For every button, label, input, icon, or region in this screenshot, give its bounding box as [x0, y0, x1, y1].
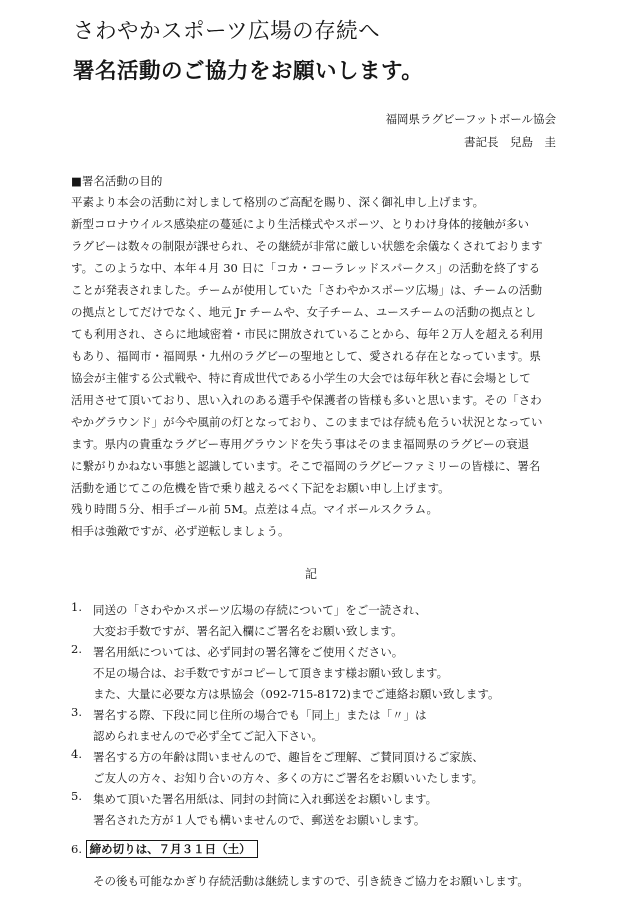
- item-line: 集めて頂いた署名用紙は、同封の封筒に入れ郵送をお願いします。: [93, 792, 438, 806]
- item-line: 大変お手数ですが、署名記入欄にご署名をお願い致します。: [93, 624, 403, 638]
- item-line: 認められませんので必ず全てご記入下さい。: [93, 729, 323, 743]
- paragraph-line: 平素より本会の活動に対しまして格別のご高配を賜り、深く御礼申し上げます。: [71, 195, 485, 209]
- purpose-heading: ■署名活動の目的: [71, 174, 163, 188]
- item-line: ご友人の方々、お知り合いの方々、多くの方にご署名をお願いいたします。: [93, 771, 484, 785]
- list-item: [71, 789, 571, 831]
- closing-line: 残り時間５分、相手ゴール前 5M。点差は４点。マイボールスクラム。: [71, 502, 438, 516]
- purpose-paragraph: [71, 191, 563, 499]
- ki-heading: 記: [304, 567, 317, 581]
- paragraph-line: 活動を通じてこの危機を皆で乗り越えるべく下記をお願い申し上げます。: [71, 481, 450, 495]
- title-line-1: さわやかスポーツ広場の存続へ: [73, 19, 381, 44]
- item-line: また、大量に必要な方は県協会（092-715-8172)までご連絡お願い致します。: [93, 687, 500, 701]
- request-list: [71, 600, 571, 831]
- closing-message: [71, 498, 563, 542]
- paragraph-line: に繋がりかねない事態と認識しています。そこで福岡のラグビーファミリーの皆様に、署名: [71, 459, 541, 473]
- paragraph-line: ても利用され、さらに地域密着・市民に開放されていることから、毎年２万人を超える利用: [71, 327, 544, 341]
- paragraph-line: ことが発表されました。チームが使用していた「さわやかスポーツ広場」は、チームの活動: [71, 283, 543, 297]
- item-number: 3.: [71, 705, 82, 719]
- item-line: 署名用紙については、必ず同封の署名簿をご使用ください。: [93, 645, 404, 659]
- item-line: 署名する際、下段に同じ住所の場合でも「同上」または「〃」は: [93, 708, 427, 722]
- sender-organization: 福岡県ラグビーフットボール協会: [385, 112, 556, 126]
- item-line: 同送の「さわやかスポーツ広場の存続について」をご一読され、: [93, 603, 427, 617]
- deadline-item: [71, 841, 258, 857]
- item-number: 6.: [71, 842, 82, 856]
- item-number: 1.: [71, 600, 82, 614]
- closing-line: 相手は強敵ですが、必ず逆転しましょう。: [71, 524, 290, 538]
- paragraph-line: 活用させて頂いており、思い入れのある選手や保護者の皆様も多いと思います。その「さわ: [71, 393, 542, 407]
- paragraph-line: す。このような中、本年４月 30 日に「コカ・コーラレッドスパークス」の活動を終了する: [71, 261, 541, 275]
- list-item: [71, 642, 571, 705]
- item-line: 署名された方が１人でも構いませんので、郵送をお願いします。: [93, 813, 426, 827]
- item-number: 2.: [71, 642, 82, 656]
- paragraph-line: やかグラウンド」が今や風前の灯となっており、このままでは存続も危うい状況となってい: [71, 415, 543, 429]
- paragraph-line: 新型コロナウイルス感染症の蔓延により生活様式やスポーツ、とりわけ身体的接触が多い: [71, 217, 530, 231]
- paragraph-line: もあり、福岡市・福岡県・九州のラグビーの聖地として、愛される存在となっています。県: [71, 349, 541, 363]
- final-note: その後も可能なかぎり存続活動は継続しますので、引き続きご協力をお願いします。: [93, 874, 529, 888]
- paragraph-line: ラグビーは数々の制限が課せられ、その継続が非常に厳しい状態を余儀なくされております: [71, 239, 543, 253]
- item-number: 5.: [71, 789, 82, 803]
- item-line: 不足の場合は、お手数ですがコピーして頂きます様お願い致します。: [93, 666, 449, 680]
- list-item: [71, 705, 571, 747]
- item-line: 署名する方の年齢は問いませんので、趣旨をご理解、ご賛同頂けるご家族、: [93, 750, 484, 764]
- paragraph-line: の拠点としてだけでなく、地元 Jr チームや、女子チーム、ユースチームの活動の拠点とし: [71, 305, 536, 319]
- list-item: [71, 747, 571, 789]
- paragraph-line: 協会が主催する公式戦や、特に育成世代である小学生の大会では毎年秋と春に会場として: [71, 371, 531, 385]
- list-item: [71, 600, 571, 642]
- deadline-box: 締め切りは、７月３１日（土）: [86, 840, 258, 858]
- title-line-2: 署名活動のご協力をお願いします。: [73, 59, 424, 84]
- sender-secretary: 書記長 兒島 圭: [464, 135, 556, 149]
- paragraph-line: ます。県内の貴重なラグビー専用グラウンドを失う事はそのまま福岡県のラグビーの衰退: [71, 437, 530, 451]
- item-number: 4.: [71, 747, 82, 761]
